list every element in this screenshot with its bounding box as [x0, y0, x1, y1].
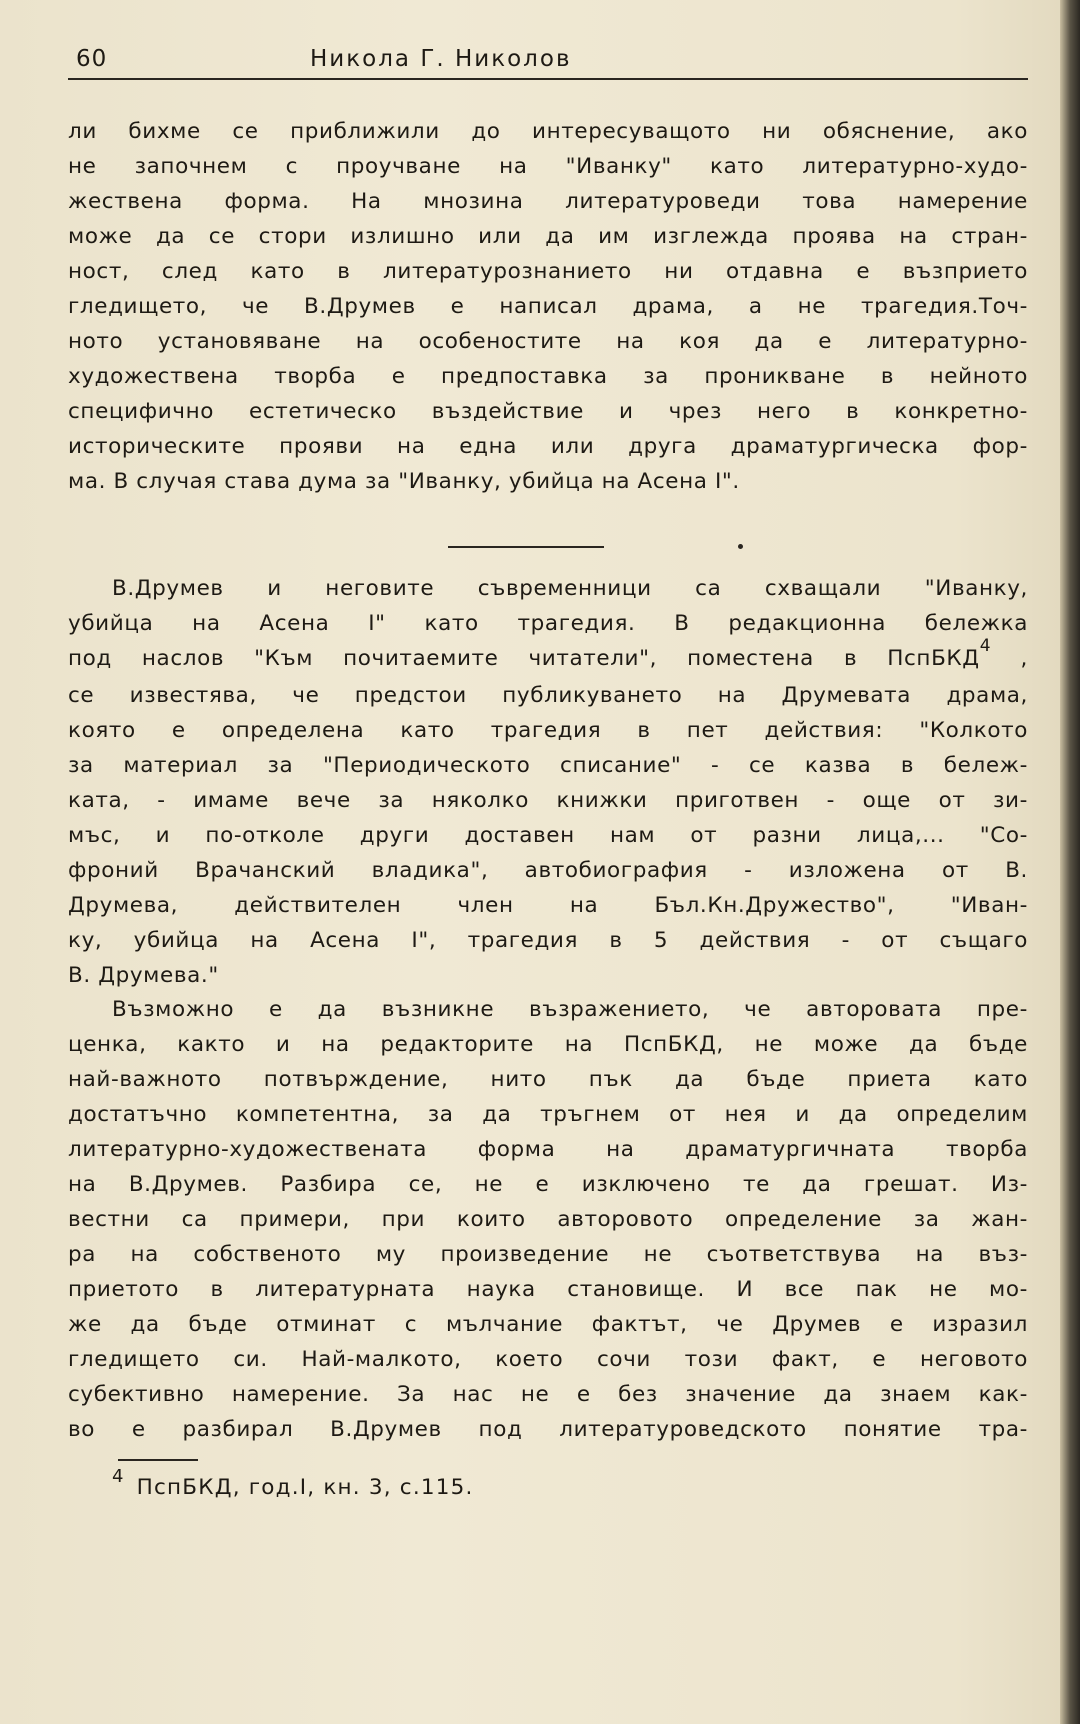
text-line: специфично естетическо въздействие и чрез него в конкретно-: [68, 399, 1028, 424]
footnote-number: 4: [112, 1466, 125, 1487]
text-line: В. Друмева.": [68, 963, 219, 988]
text-line: ното установяване на особеностите на коя да е литературно-: [68, 329, 1028, 354]
paragraph-2: [68, 571, 1028, 993]
footnote: [112, 1468, 474, 1509]
text-line: вестни са примери, при които авторовото определение за жан-: [68, 1207, 1028, 1232]
text-line: ли бихме се приближили до интересуващото ни обяснение, ако: [68, 119, 1028, 144]
text-line: историческите прояви на една или друга драматургическа фор-: [68, 434, 1028, 459]
text-line: приетото в литературната наука становище. И все пак не мо-: [68, 1277, 1028, 1302]
text-line: ценка, както и на редакторите на ПспБКД, не може да бъде: [68, 1032, 1028, 1057]
text-line: която е определена като трагедия в пет действия: "Колкото: [68, 718, 1028, 743]
text-line: ма. В случая става дума за "Иванку, убийца на Асена I".: [68, 469, 740, 494]
text-line: мъс, и по-отколе други доставен нам от разни лица,... "Со-: [68, 823, 1028, 848]
text-line: же да бъде отминат с мълчание фактът, че Друмев е изразил: [68, 1312, 1028, 1337]
running-head: [68, 42, 1028, 80]
text-line: гледището си. Най-малкото, което сочи този факт, е неговото: [68, 1347, 1028, 1372]
text-line: за материал за "Периодическото списание" - се казва в бележ-: [68, 753, 1028, 778]
text-line: фроний Врачанский владика", автобиография - изложена от В.: [68, 858, 1028, 883]
text-line: жествена форма. На мнозина литературоведи това намерение: [68, 189, 1028, 214]
footnote-text: ПспБКД, год.I, кн. 3, с.115.: [136, 1475, 474, 1500]
line-text: ,: [990, 646, 1028, 671]
text-line: В.Друмев и неговите съвременници са схващали "Иванку,: [112, 576, 1028, 601]
text-line: може да се стори излишно или да им изглежда проява на стран-: [68, 224, 1028, 249]
text-line: литературно-художествената форма на драматургичната творба: [68, 1137, 1028, 1162]
book-spine-shadow: [1060, 0, 1080, 1724]
text-line: на В.Друмев. Разбира се, не е изключено те да грешат. Из-: [68, 1172, 1028, 1197]
footnote-reference[interactable]: 4: [979, 636, 991, 656]
text-line: ку, убийца на Асена I", трагедия в 5 действия - от същаго: [68, 928, 1028, 953]
text-line: субективно намерение. За нас не е без значение да знаем как-: [68, 1382, 1028, 1407]
divider-dot: [738, 544, 743, 549]
page-number: 60: [76, 46, 108, 72]
text-line: най-важното потвърждение, нито пък да бъде приета като: [68, 1067, 1028, 1092]
text-line: художествена творба е предпоставка за проникване в нейното: [68, 364, 1028, 389]
text-line: ност, след като в литературознанието ни отдавна е възприето: [68, 259, 1028, 284]
paragraph-1: [68, 114, 1028, 499]
text-line: не започнем с проучване на "Иванку" като литературно-худо-: [68, 154, 1028, 179]
text-line: во е разбирал В.Друмев под литературоведското понятие тра-: [68, 1417, 1028, 1442]
text-line: ра на собственото му произведение не съответствува на въз-: [68, 1242, 1028, 1267]
text-line: гледището, че В.Друмев е написал драма, а не трагедия.Точ-: [68, 294, 1028, 319]
text-line: Друмева, действителен член на Бъл.Кн.Дружество", "Иван-: [68, 893, 1028, 918]
text-line: Възможно е да възникне възражението, че авторовата пре-: [112, 997, 1028, 1022]
text-line: се известява, че предстои публикуването на Друмевата драма,: [68, 683, 1028, 708]
text-line: ката, - имаме вече за няколко книжки приготвен - още от зи-: [68, 788, 1028, 813]
running-title: Никола Г. Николов: [310, 46, 572, 72]
section-divider: [448, 546, 604, 548]
paragraph-3: [68, 992, 1028, 1447]
line-text: под наслов "Към почитаемите читатели", поместена в ПспБКД: [68, 646, 980, 671]
text-line-with-footnote-ref: [68, 636, 1028, 678]
text-line: достатъчно компетентна, за да тръгнем от нея и да определим: [68, 1102, 1028, 1127]
footnote-rule: [118, 1459, 198, 1461]
text-line: убийца на Асена I" като трагедия. В редакционна бележка: [68, 611, 1028, 636]
